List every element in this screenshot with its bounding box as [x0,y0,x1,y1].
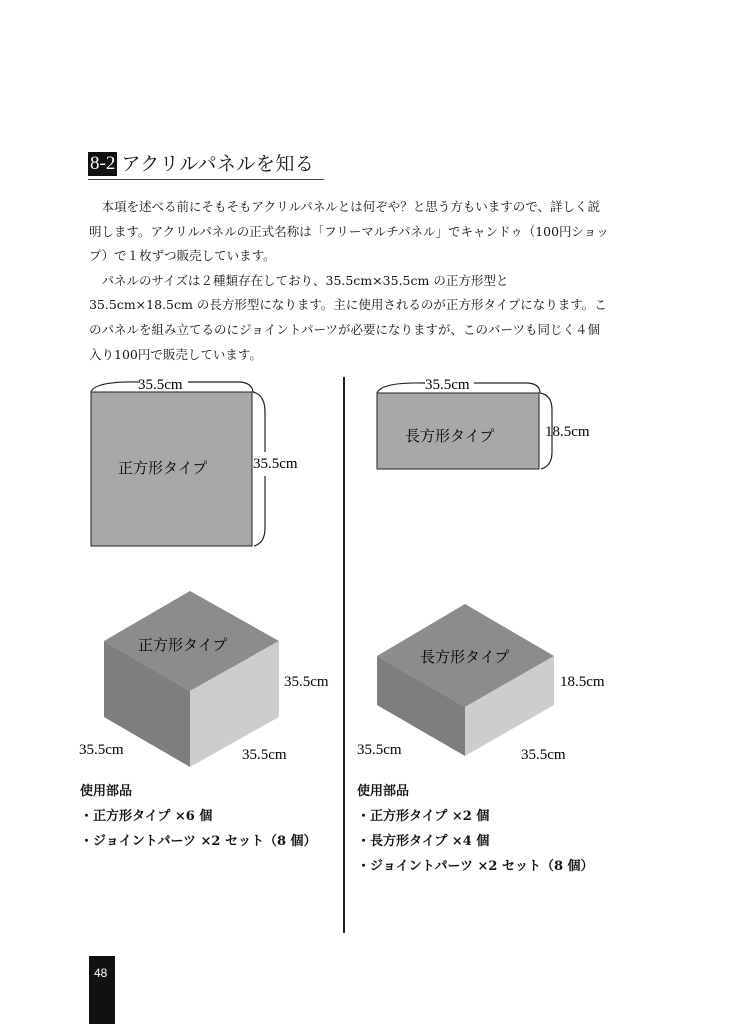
square-top-dim: 35.5cm [138,377,183,393]
section-number: 8-2 [90,153,116,174]
paragraph-2: パネルのサイズは２種類存在しており、35.5cm×35.5cm の正方形型と35.5cm×18.5cm の長方形型になります。主に使用されるのが正方形タイプになります。このパネルを組み立てるのにジョイントパーツが必要になりますが、このパーツも同じく４個入り100円で販売しています。 [89,272,607,362]
list-item: ・正方形タイプ ×6 個 [80,809,213,824]
right-parts-list [357,779,594,879]
paragraph-1: 本項を述べる前にそもそもアクリルパネルとは何ぞや？と思う方もいますので、詳しく説明します。アクリルパネルの正式名称は「フリーマルチパネル」でキャンドゥ（100円ショップ）で１枚ずつ販売しています。 [89,199,609,264]
cube-right-dim: 35.5cm [242,747,287,763]
box-height-dim: 18.5cm [560,674,605,690]
cube-top-label: 正方形タイプ [138,638,228,654]
square-panel-label: 正方形タイプ [118,461,208,477]
parts-title: 使用部品 [357,784,410,799]
list-item: ・ジョイントパーツ ×2 セット（8 個） [357,859,594,874]
cube-left-dim: 35.5cm [79,742,124,758]
rect-panel-label: 長方形タイプ [405,429,495,445]
box-right-dim: 35.5cm [521,747,566,763]
square-side-dim: 35.5cm [253,456,298,472]
list-item: ・長方形タイプ ×4 個 [357,834,490,849]
section-title: アクリルパネルを知る [121,153,315,175]
cube-height-dim: 35.5cm [284,674,329,690]
list-item: ・正方形タイプ ×2 個 [357,809,490,824]
rect-side-dim: 18.5cm [545,424,590,440]
box-left-dim: 35.5cm [357,742,402,758]
rect-top-dim: 35.5cm [425,377,470,393]
parts-title: 使用部品 [80,784,133,799]
list-item: ・ジョイントパーツ ×2 セット（8 個） [80,834,317,849]
left-parts-list [80,779,317,854]
page-number: 48 [94,966,108,980]
box-top-label: 長方形タイプ [420,650,510,666]
